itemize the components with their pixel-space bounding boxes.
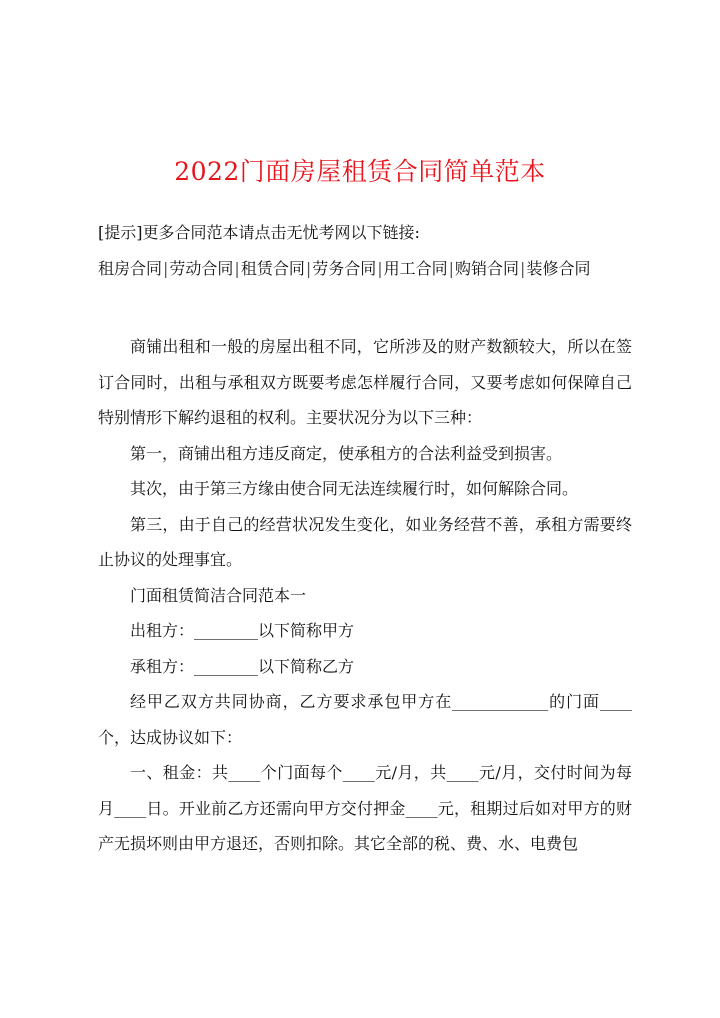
paragraph-case-3: 第三，由于自己的经营状况发生变化，如业务经营不善，承租方需要终止协议的处理事宜。 [98, 514, 632, 569]
notice-text: [提示]更多合同范本请点击无忧考网以下链接: [98, 223, 420, 242]
paragraph-case-1: 第一，商铺出租方违反商定，使承租方的合法利益受到损害。 [130, 443, 563, 463]
link-purchase-contract[interactable]: 购销合同 [455, 259, 520, 278]
link-lease-contract[interactable]: 租赁合同 [240, 259, 305, 278]
document-body [98, 329, 632, 862]
agreement-paragraph: 经甲乙双方共同协商，乙方要求承包甲方在____________的门面____个，达成协议如下： [98, 692, 632, 747]
link-labor-contract[interactable]: 劳动合同 [169, 259, 234, 278]
lessee-line: 承租方：________以下简称乙方 [130, 656, 355, 676]
paragraph-intro: 商铺出租和一般的房屋出租不同，它所涉及的财产数额较大，所以在签订合同时，出租与承租双方既要考虑怎样履行合同，又要考虑如何保障自己特别情形下解约退租的权利。主要状况分为以下三种： [98, 337, 632, 427]
lessor-line: 出租方：________以下简称甲方 [130, 621, 355, 640]
link-separator: | [163, 259, 169, 278]
link-separator: | [305, 259, 312, 278]
link-separator: | [448, 259, 455, 278]
link-decoration-contract[interactable]: 装修合同 [526, 259, 591, 278]
link-separator: | [234, 259, 240, 278]
rent-clause: 一、租金：共____个门面每个____元/月，共____元/月，交付时间为每月____日。开业前乙方还需向甲方交付押金____元，租期过后如对甲方的财产无损坏则由甲方退还，否则扣除。其它全部的税、费、水、电费包 [98, 763, 632, 853]
document-title: 2022门面房屋租赁合同简单范本 [174, 157, 546, 186]
link-employment-contract[interactable]: 用工合同 [383, 259, 448, 278]
contract-links [98, 258, 590, 280]
link-service-contract[interactable]: 劳务合同 [312, 259, 377, 278]
sample-heading: 门面租赁简洁合同范本一 [130, 585, 307, 605]
link-separator: | [377, 259, 383, 278]
link-rental-contract[interactable]: 租房合同 [98, 259, 163, 278]
link-separator: | [520, 259, 526, 278]
paragraph-case-2: 其次，由于第三方缘由使合同无法连续履行时，如何解除合同。 [130, 479, 579, 498]
